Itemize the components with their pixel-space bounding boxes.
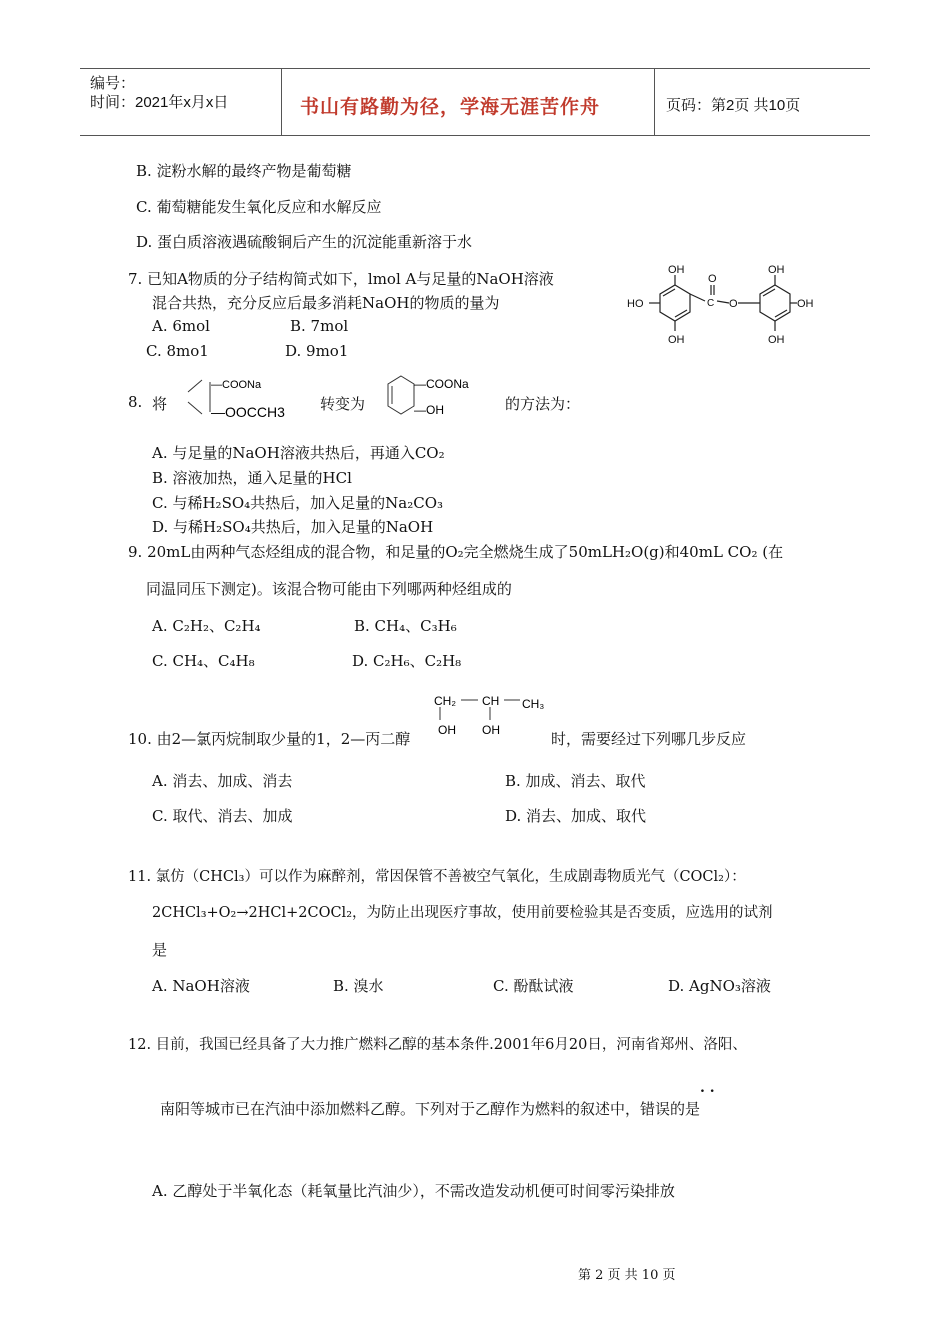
q10-option-a: A. 消去、加成、消去	[152, 772, 293, 790]
q8-number: 8.	[128, 393, 143, 411]
q8-reactant-coona: —COONa	[211, 379, 262, 391]
time-label: 时间：2021年x月x日	[90, 94, 229, 111]
q9-line2: 同温同压下测定)。该混合物可能由下列哪两种烃组成的	[146, 580, 512, 598]
page-footer: 第 2 页 共 10 页	[578, 1268, 676, 1283]
q10-option-d: D. 消去、加成、取代	[505, 807, 647, 825]
q8-zhuan: 转变为	[320, 395, 366, 413]
header-divider-right	[654, 68, 655, 135]
q11-line2: 2CHCl₃+O₂→2HCl+2COCl₂，为防止出现医疗事故，使用前要检验其是否变质，应选用的试剂	[152, 905, 773, 921]
q6-option-c: C. 葡萄糖能发生氧化反应和水解反应	[136, 198, 382, 216]
q11-option-a: A. NaOH溶液	[152, 977, 250, 995]
q10-oh1: OH	[438, 723, 456, 737]
q12-option-a: A. 乙醇处于半氧化态（耗氧量比汽油少），不需改造发动机便可时间零污染排放	[152, 1182, 675, 1200]
q9-option-c: C. CH₄、C₄H₈	[152, 652, 255, 670]
q12-line1: 12. 目前，我国已经具备了大力推广燃料乙醇的基本条件.2001年6月20日，河南省郑州、洛阳、	[128, 1037, 747, 1053]
q8-option-d: D. 与稀H₂SO₄共热后，加入足量的NaOH	[152, 518, 434, 536]
q7-option-c: C. 8mo1	[146, 342, 209, 360]
q10-propanediol-formula	[430, 690, 555, 740]
serial-label: 编号：	[90, 75, 136, 92]
q7-line2: 混合共热，充分反应后最多消耗NaOH的物质的量为	[152, 294, 500, 312]
q8-option-b: B. 溶液加热，通入足量的HCl	[152, 469, 352, 487]
q8-option-c: C. 与稀H₂SO₄共热后，加入足量的Na₂CO₃	[152, 494, 444, 512]
q10-line-end: 时，需要经过下列哪几步反应	[551, 730, 747, 748]
q7-carbonyl-o: O	[708, 273, 717, 285]
q10-oh2: OH	[482, 723, 500, 737]
header-divider-left	[281, 68, 282, 135]
q7-molecule-structure	[625, 260, 820, 350]
q7-oh-top-right: OH	[768, 264, 785, 276]
page-info: 页码：第2页 共10页	[666, 97, 801, 114]
q6-option-d: D. 蛋白质溶液遇硫酸铜后产生的沉淀能重新溶于水	[136, 233, 473, 251]
q7-oh-bottom-left: OH	[668, 334, 685, 346]
q9-option-d: D. C₂H₆、C₂H₈	[352, 652, 462, 670]
q8-option-a: A. 与足量的NaOH溶液共热后，再通入CO₂	[152, 444, 445, 462]
q9-option-b: B. CH₄、C₃H₆	[354, 617, 457, 635]
q10-option-b: B. 加成、消去、取代	[505, 772, 646, 790]
q10-ch3: CH₃	[522, 697, 545, 711]
motto: 书山有路勤为径，学海无涯苦作舟	[300, 96, 601, 118]
q9-option-a: A. C₂H₂、C₂H₄	[152, 617, 261, 635]
q12-line2: 南阳等城市已在汽油中添加燃料乙醇。下列对于乙醇作为燃料的叙述中，错误的是	[160, 1100, 701, 1118]
q12-emphasis-dots: . .	[700, 1080, 715, 1096]
header-top-line	[80, 68, 870, 69]
q10-line1: 10. 由2—氯丙烷制取少量的1，2—丙二醇	[128, 730, 411, 748]
q6-option-b: B. 淀粉水解的最终产物是葡萄糖	[136, 162, 352, 180]
q11-option-b: B. 溴水	[333, 977, 384, 995]
q7-ester-o: O	[729, 298, 738, 310]
q11-option-d: D. AgNO₃溶液	[668, 977, 771, 995]
q8-product-oh: —OH	[414, 403, 444, 417]
q10-ch: CH	[482, 694, 500, 708]
q8-method: 的方法为：	[505, 395, 581, 413]
q9-line1: 9. 20mL由两种气态烃组成的混合物，和足量的O₂完全燃烧生成了50mLH₂O(g)和40mL CO₂ (在	[128, 543, 784, 561]
q8-reactant-structure	[180, 372, 285, 424]
q10-option-c: C. 取代、消去、加成	[152, 807, 293, 825]
q7-oh-bottom-right: OH	[768, 334, 785, 346]
q7-option-b: B. 7mol	[290, 317, 349, 335]
q7-oh-top-left: OH	[668, 264, 685, 276]
q10-ch2: CH₂	[434, 694, 456, 708]
q8-reactant-oocch3: —OOCCH3	[211, 404, 285, 420]
q11-option-c: C. 酚酞试液	[493, 977, 574, 995]
q7-carbonyl-c: C	[707, 298, 715, 309]
q7-ho-left: HO	[627, 298, 644, 310]
q7-option-a: A. 6mol	[152, 317, 210, 335]
q7-line1: 7. 已知A物质的分子结构简式如下，lmol A与足量的NaOH溶液	[128, 270, 554, 288]
q8-product-structure	[380, 372, 480, 422]
q8-jiang: 将	[152, 395, 168, 413]
q7-oh-right: OH	[797, 298, 814, 310]
q8-product-coona: —COONa	[414, 377, 469, 391]
header-bottom-line	[80, 135, 870, 136]
q11-line1: 11. 氯仿（CHCl₃）可以作为麻醉剂，常因保管不善被空气氧化，生成剧毒物质光气（COCl₂）：	[128, 869, 746, 885]
q11-line3: 是	[152, 941, 168, 959]
q7-option-d: D. 9mo1	[285, 342, 349, 360]
